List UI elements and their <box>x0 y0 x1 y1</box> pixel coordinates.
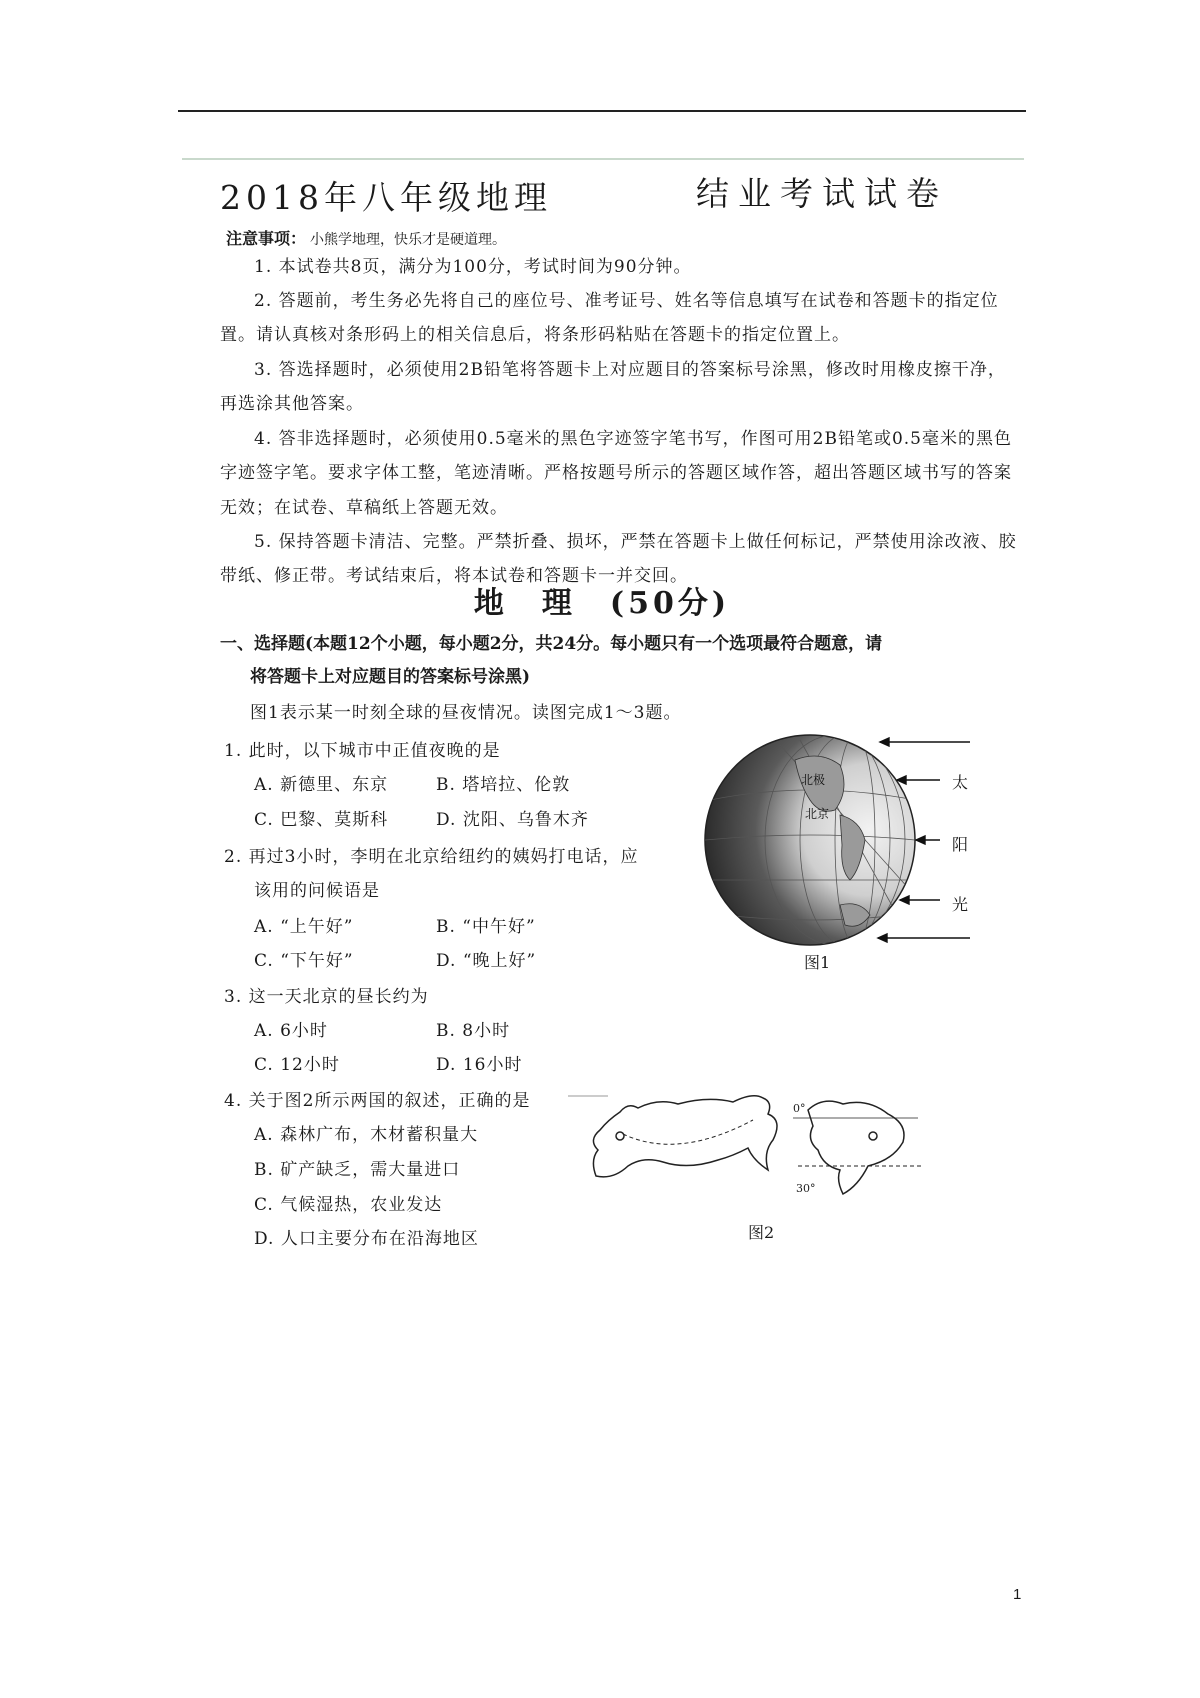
q3-option-b: B. 8小时 <box>436 1021 511 1041</box>
q2-option-a: A. “上午好” <box>254 917 354 937</box>
q2-option-b: B. “中午好” <box>436 917 536 937</box>
q3-option-d: D. 16小时 <box>436 1055 523 1075</box>
q4-option-a: A. 森林广布，木材蓄积量大 <box>254 1125 479 1145</box>
note-item-2: 2. 答题前，考生务必先将自己的座位号、准考证号、姓名等信息填写在试卷和答题卡的指定位置。请认真核对条形码上的相关信息后，将条形码粘贴在答题卡的指定位置上。 <box>220 291 999 346</box>
scanned-exam-page <box>178 150 1026 1280</box>
note-item-3: 3. 答选择题时，必须使用2B铅笔将答题卡上对应题目的答案标号涂黑，修改时用橡皮擦干净，再选涂其他答案。 <box>220 360 1006 415</box>
exam-title-right: 结业考试试卷 <box>696 174 948 213</box>
page-top-rule <box>178 110 1026 112</box>
question-3: 3. 这一天北京的昼长约为 <box>224 987 429 1007</box>
figure2-country-maps <box>568 1090 968 1200</box>
lat-label-0: 0° <box>793 1102 806 1115</box>
notes-heading <box>226 226 506 249</box>
notes-subtitle: 小熊学地理，快乐才是硬道理。 <box>310 232 507 248</box>
figure1-globe-diagram <box>700 720 980 980</box>
q1-option-b: B. 塔培拉、伦敦 <box>436 775 571 795</box>
part-heading: 一、选择题(本题12个小题，每小题2分，共24分。每小题只有一个选项最符合题意，请 <box>220 634 883 654</box>
q1-option-c: C. 巴黎、莫斯科 <box>254 810 389 830</box>
question-4: 4. 关于图2所示两国的叙述，正确的是 <box>224 1091 531 1111</box>
q4-option-d: D. 人口主要分布在沿海地区 <box>254 1229 479 1249</box>
sunlight-label-2: 阳 <box>952 835 969 854</box>
figure1-intro: 图1表示某一时刻全球的昼夜情况。读图完成1～3题。 <box>250 703 682 723</box>
header-rule <box>182 158 1024 160</box>
q2-option-d: D. “晚上好” <box>436 951 537 971</box>
note-item-5: 5. 保持答题卡清洁、完整。严禁折叠、损坏，严禁在答题卡上做任何标记，严禁使用涂改液、胶带纸、修正带。考试结束后，将本试卷和答题卡一并交回。 <box>220 532 1017 587</box>
question-2: 2. 再过3小时，李明在北京给纽约的姨妈打电话，应 <box>224 847 639 867</box>
figure1-caption: 图1 <box>804 953 831 972</box>
figure2-caption: 图2 <box>748 1223 775 1242</box>
q2-option-c: C. “下午好” <box>254 951 354 971</box>
q4-option-b: B. 矿产缺乏，需大量进口 <box>254 1160 461 1180</box>
globe-label-beijing: 北京 <box>805 807 830 821</box>
country-outline-brazil <box>808 1101 904 1194</box>
note-item-1: 1. 本试卷共8页，满分为100分，考试时间为90分钟。 <box>254 257 692 277</box>
notes-heading-label: 注意事项： <box>226 229 307 248</box>
globe-label-north: 北极 <box>801 773 826 787</box>
note-item-4: 4. 答非选择题时，必须使用0.5毫米的黑色字迹签字笔书写，作图可用2B铅笔或0.5毫米的黑色字迹签字笔。要求字体工整，笔迹清晰。严格按题号所示的答题区域作答，超出答题区域书写的答案无效；在试卷、草稿纸上答题无效。 <box>220 429 1013 518</box>
q1-option-d: D. 沈阳、乌鲁木齐 <box>436 810 589 830</box>
page-number: 1 <box>1013 1586 1022 1603</box>
sunlight-label-3: 光 <box>952 895 969 914</box>
q3-option-a: A. 6小时 <box>254 1021 328 1041</box>
country-outline-russia <box>593 1096 777 1177</box>
question-1: 1. 此时，以下城市中正值夜晚的是 <box>224 741 501 761</box>
exam-title-left: 2018年八年级地理 <box>220 178 552 217</box>
sunlight-label-1: 太 <box>952 773 969 792</box>
section-title: 地 理 (50分) <box>473 586 731 621</box>
question-2-cont: 该用的问候语是 <box>254 881 380 901</box>
q4-option-c: C. 气候湿热，农业发达 <box>254 1195 443 1215</box>
part-heading-cont: 将答题卡上对应题目的答案标号涂黑) <box>250 667 531 687</box>
q1-option-a: A. 新德里、东京 <box>254 775 389 795</box>
lat-label-30: 30° <box>796 1182 816 1195</box>
q3-option-c: C. 12小时 <box>254 1055 340 1075</box>
